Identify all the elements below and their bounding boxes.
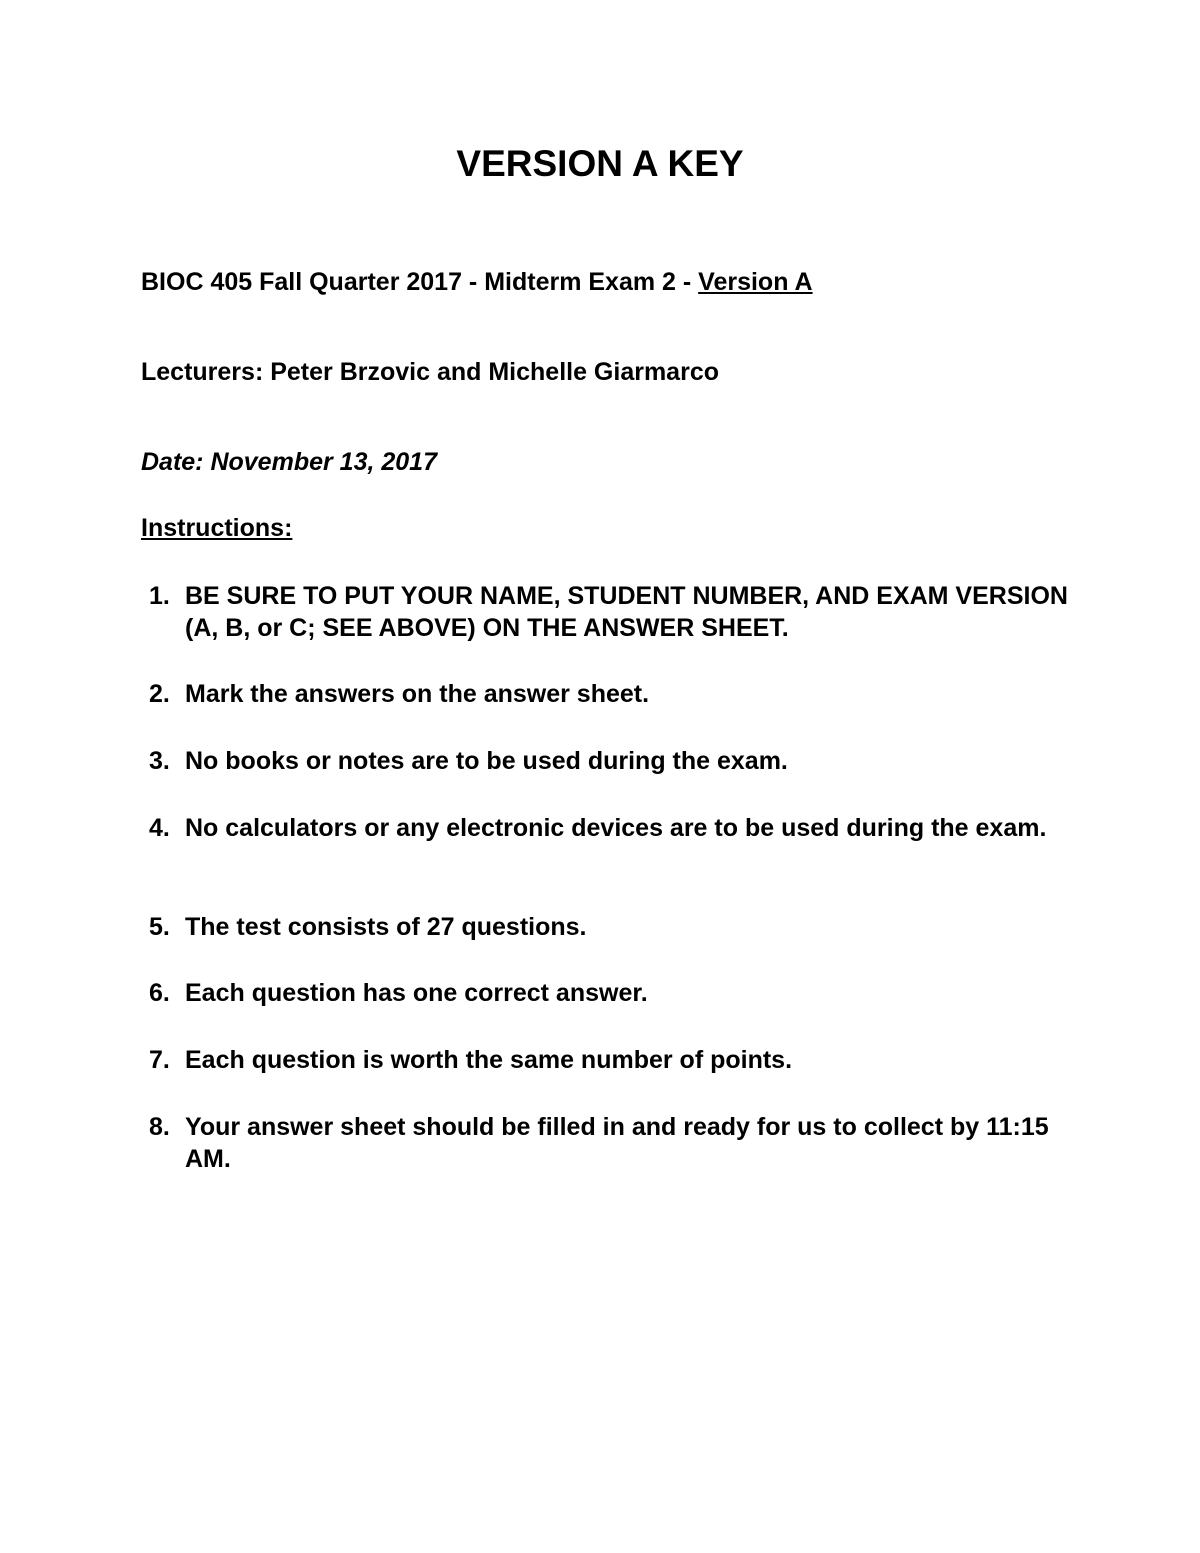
instruction-number: 4. [149,814,170,842]
instruction-text: Your answer sheet should be filled in and ready for us to collect by 11:15 AM. [185,1113,1049,1173]
instruction-text: The test consists of 27 questions. [185,913,587,941]
instruction-number: 8. [149,1113,170,1141]
instruction-number: 3. [149,747,170,775]
instruction-text: Each question is worth the same number of points. [185,1046,793,1074]
course-text: BIOC 405 Fall Quarter 2017 - Midterm Exam 2 - [141,268,699,296]
instruction-text: No calculators or any electronic devices are to be used during the exam. [185,814,1047,842]
lecturers-line: Lecturers: Peter Brzovic and Michelle Giarmarco [141,358,719,386]
instruction-item [141,745,1081,777]
instruction-number: 6. [149,979,170,1007]
instruction-number: 2. [149,680,170,708]
instruction-item [141,1111,1081,1175]
instruction-item [141,977,1081,1009]
instruction-item [141,911,1081,943]
instruction-item [141,678,1081,710]
instruction-text: Mark the answers on the answer sheet. [185,680,650,708]
instruction-text: BE SURE TO PUT YOUR NAME, STUDENT NUMBER, AND EXAM VERSION (A, B, or C; SEE ABOVE) ON THE ANSWER SHEET. [185,582,1068,642]
instruction-text: No books or notes are to be used during the exam. [185,747,788,775]
course-line [141,266,813,298]
instruction-text: Each question has one correct answer. [185,979,648,1007]
instruction-item [141,1044,1081,1076]
exam-date: Date: November 13, 2017 [141,448,437,476]
instruction-item [141,580,1081,644]
page-title: VERSION A KEY [456,143,744,184]
instruction-item [141,812,1081,844]
version-label: Version A [698,268,813,296]
instructions-heading: Instructions: [141,514,293,542]
instruction-number: 7. [149,1046,170,1074]
instruction-number: 5. [149,913,170,941]
instruction-number: 1. [149,582,170,610]
